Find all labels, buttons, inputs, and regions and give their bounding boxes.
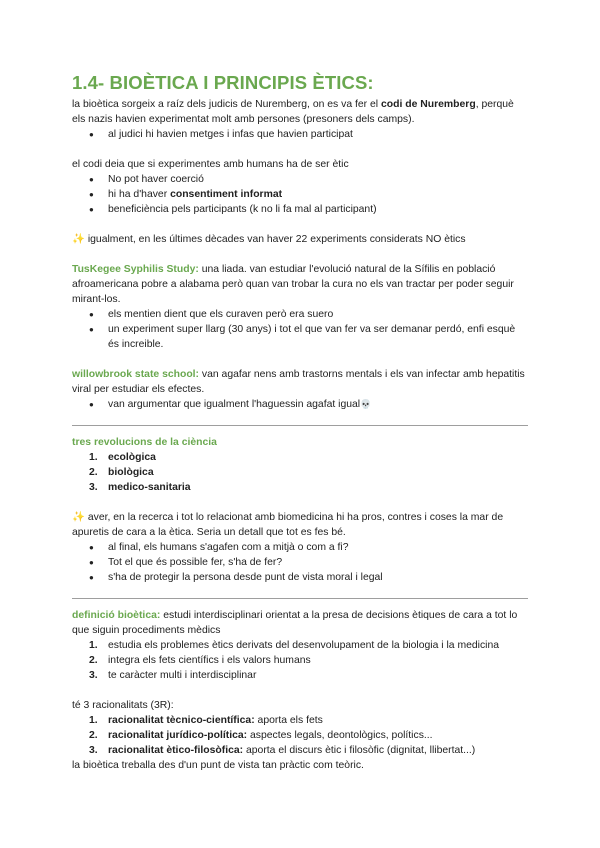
willowbrook-paragraph: willowbrook state school: van agafar nens amb trastorns mentals i els van infectar amb hepatitis viral per estudiar els efectes. xyxy=(72,369,525,395)
list-item: ● beneficiència pels participants (k no li fa mal al participant) xyxy=(72,202,528,217)
list-item: ● Tot el que és possible fer, s'ha de fer? xyxy=(72,555,528,570)
list-item: 3. racionalitat ètico-filosòfica: aporta el discurs ètic i filosòfic (dignitat, llibertat...) xyxy=(89,745,476,756)
willowbrook-list xyxy=(72,397,528,412)
document-page xyxy=(72,72,528,773)
definicio-paragraph: definició bioètica: estudi interdisciplinari orientat a la presa de decisions ètiques de cara a tot lo que siguin procediments mèdics xyxy=(72,610,518,636)
racionalitats-list xyxy=(72,713,528,758)
intro-paragraph: la bioètica sorgeix a raíz dels judicis de Nuremberg, on es va fer el codi de Nuremberg, perquè els nazis havien experimentat molt amb persones (presoners dels camps). xyxy=(72,99,514,125)
racionalitats-intro: té 3 racionalitats (3R): xyxy=(72,700,174,711)
tuskegee-paragraph: TusKegee Syphilis Study: una liada. van estudiar l'evolució natural de la Sífilis en població afroamericana pobre a alabama però quan van trobar la cura no els van tractar per poder seguir mirant-los. xyxy=(72,264,514,305)
experiments-paragraph: ✨ igualment, en les últimes dècades van haver 22 experiments considerats NO ètics xyxy=(72,234,466,245)
sparkles-icon: ✨ xyxy=(72,512,85,523)
revolucions-list xyxy=(72,450,528,495)
list-item: ● al final, els humans s'agafen com a mitjà o com a fi? xyxy=(72,540,528,555)
codi-nuremberg-bold: codi de Nuremberg xyxy=(381,99,476,110)
revolucions-heading: tres revolucions de la ciència xyxy=(72,437,217,448)
tuskegee-label: TusKegee Syphilis Study: xyxy=(72,264,199,275)
page-title: 1.4- BIOÈTICA I PRINCIPIS ÈTICS: xyxy=(72,72,374,93)
list-item: 1. ecològica xyxy=(89,452,156,463)
list-item: 3. te caràcter multi i interdisciplinar xyxy=(89,670,257,681)
divider xyxy=(72,425,528,426)
definicio-label: definició bioètica: xyxy=(72,610,161,621)
skull-icon: 💀 xyxy=(360,399,372,409)
codi-paragraph: el codi deia que si experimentes amb humans ha de ser ètic xyxy=(72,159,349,170)
codi-list xyxy=(72,172,528,217)
list-item: ● un experiment super llarg (30 anys) i tot el que van fer va ser demanar perdó, enfi esquè és increible. xyxy=(72,322,528,352)
list-item: 1. racionalitat tècnico-científica: aporta els fets xyxy=(89,715,323,726)
list-item: ● els mentien dient que els curaven però era suero xyxy=(72,307,528,322)
list-item: 2. integra els fets científics i els valors humans xyxy=(89,655,311,666)
divider xyxy=(72,598,528,599)
sparkles-icon: ✨ xyxy=(72,234,85,245)
tuskegee-list xyxy=(72,307,528,352)
definicio-list xyxy=(72,638,528,683)
list-item: ● No pot haver coerció xyxy=(72,172,528,187)
list-item: ● al judici hi havien metges i infas que havien participat xyxy=(72,127,528,142)
list-item: 2. biològica xyxy=(89,467,154,478)
list-item: 3. medico-sanitaria xyxy=(89,482,191,493)
intro-list xyxy=(72,127,528,142)
list-item: 2. racionalitat jurídico-política: aspectes legals, deontològics, polítics... xyxy=(89,730,433,741)
recerca-list xyxy=(72,540,528,585)
racionalitats-closing: la bioètica treballa des d'un punt de vista tan pràctic com teòric. xyxy=(72,760,364,771)
list-item: ● van argumentar que igualment l'haguessin agafat igual💀 xyxy=(72,397,528,412)
willowbrook-label: willowbrook state school: xyxy=(72,369,200,380)
list-item: ● hi ha d'haver consentiment informat xyxy=(72,187,528,202)
list-item: 1. estudia els problemes ètics derivats del desenvolupament de la biologia i la medicina xyxy=(89,640,500,651)
recerca-paragraph: ✨ aver, en la recerca i tot lo relacionat amb biomedicina hi ha pros, contres i coses la mar de apuretis de cara a la ètica. Seria un detall que tot es fes bé. xyxy=(72,512,504,538)
list-item: ● s'ha de protegir la persona desde punt de vista moral i legal xyxy=(72,570,528,585)
